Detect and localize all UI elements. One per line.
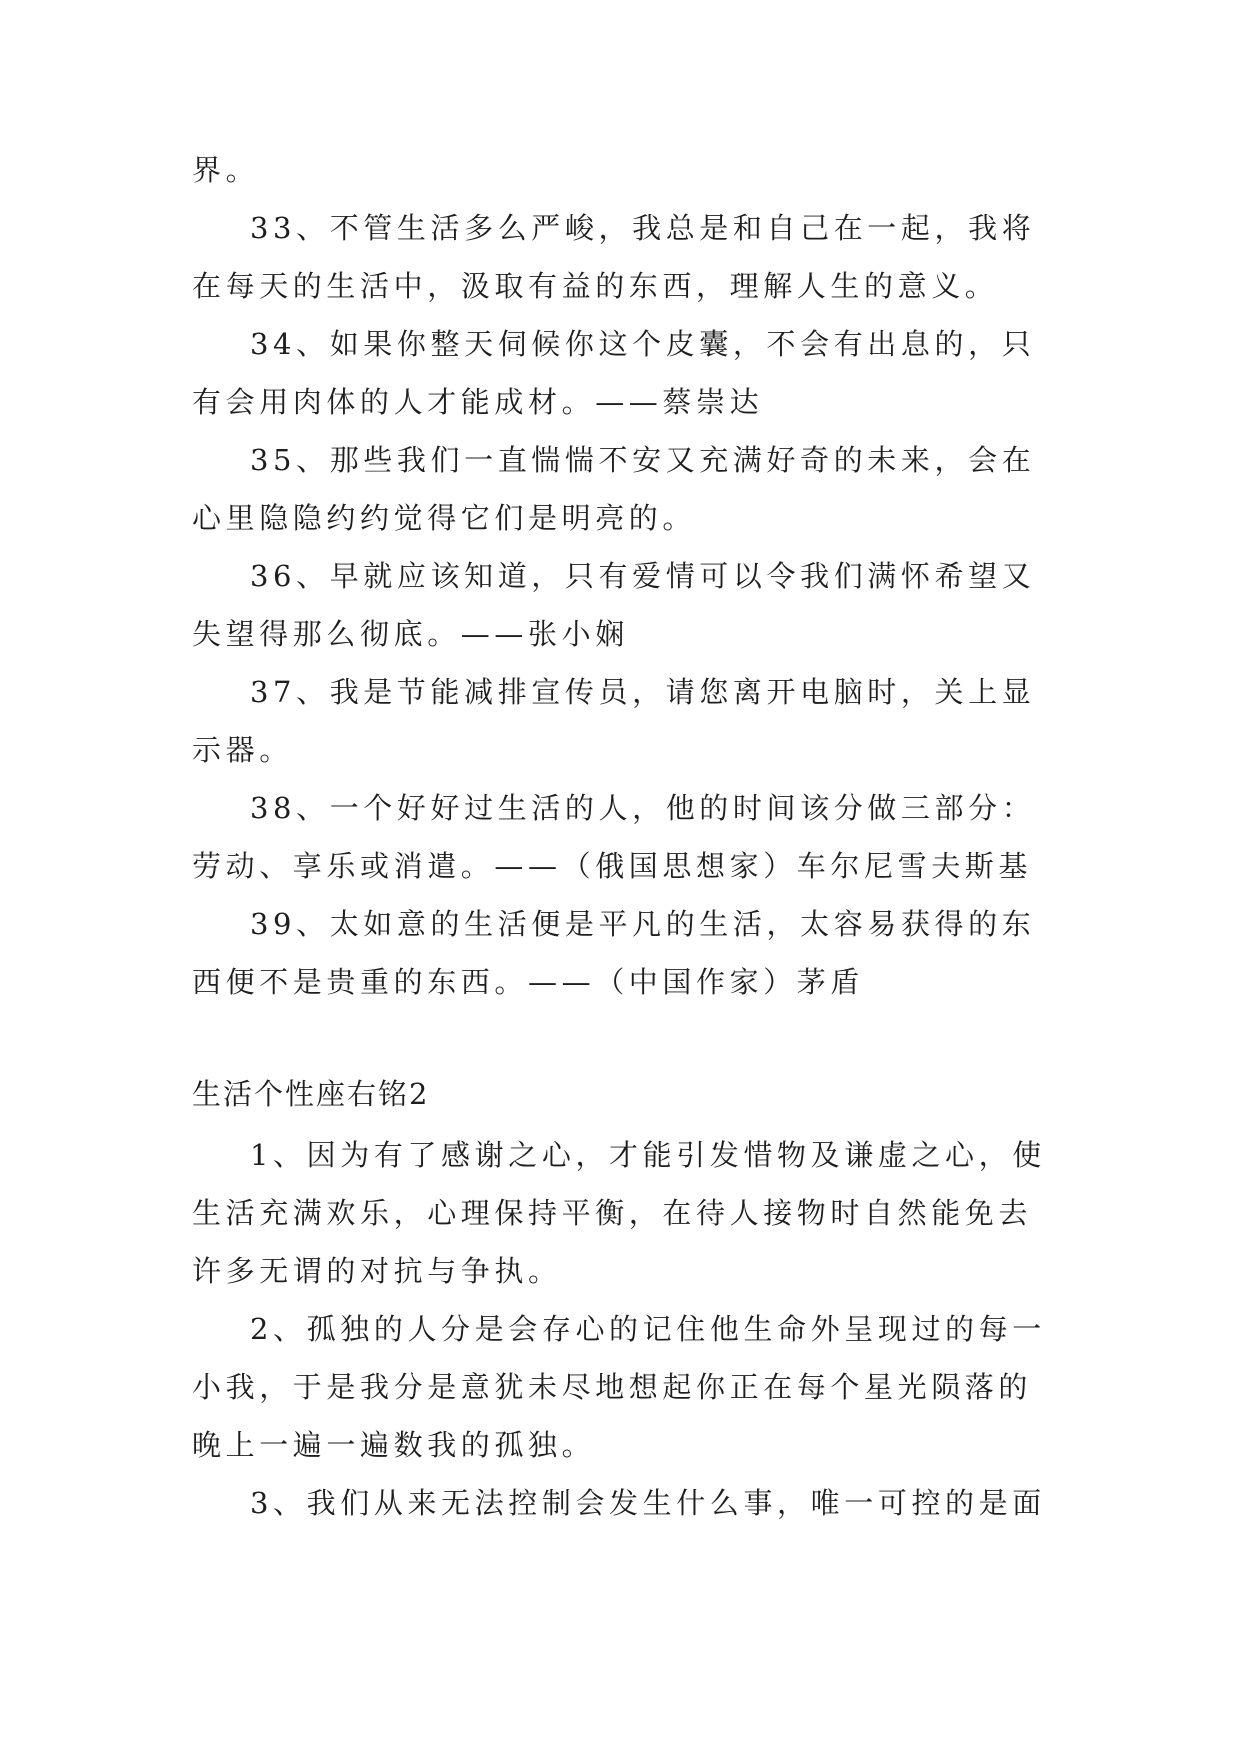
quote-item-38: 38、一个好好过生活的人，他的时间该分做三部分：劳动、享乐或消遣。——（俄国思想家）车尔尼雪夫斯基 — [192, 791, 1036, 883]
quote-item-37: 37、我是节能减排宣传员，请您离开电脑时，关上显示器。 — [192, 675, 1036, 767]
quote-item-39: 39、太如意的生活便是平凡的生活，太容易获得的东西便不是贵重的东西。——（中国作家）茅盾 — [192, 907, 1036, 999]
quote-item-33: 33、不管生活多么严峻，我总是和自己在一起，我将在每天的生活中，汲取有益的东西，理解人生的意义。 — [192, 211, 1036, 303]
quote-item-3: 3、我们从来无法控制会发生什么事，唯一可控的是面 — [250, 1486, 1046, 1520]
quote-item-34: 34、如果你整天伺候你这个皮囊，不会有出息的，只有会用肉体的人才能成材。——蔡崇达 — [192, 327, 1036, 419]
quote-item-36: 36、早就应该知道，只有爱情可以令我们满怀希望又失望得那么彻底。——张小娴 — [192, 559, 1036, 651]
continuation-text: 界。 — [192, 153, 260, 187]
section-heading: 生活个性座右铭2 — [192, 1077, 430, 1111]
quote-item-2: 2、孤独的人分是会存心的记住他生命外呈现过的每一小我，于是我分是意犹未尽地想起你正在每个星光陨落的晚上一遍一遍数我的孤独。 — [192, 1312, 1046, 1462]
quote-item-35: 35、那些我们一直惴惴不安又充满好奇的未来，会在心里隐隐约约觉得它们是明亮的。 — [192, 443, 1036, 535]
quote-item-1: 1、因为有了感谢之心，才能引发惜物及谦虚之心，使生活充满欢乐，心理保持平衡，在待人接物时自然能免去许多无谓的对抗与争执。 — [192, 1138, 1046, 1288]
